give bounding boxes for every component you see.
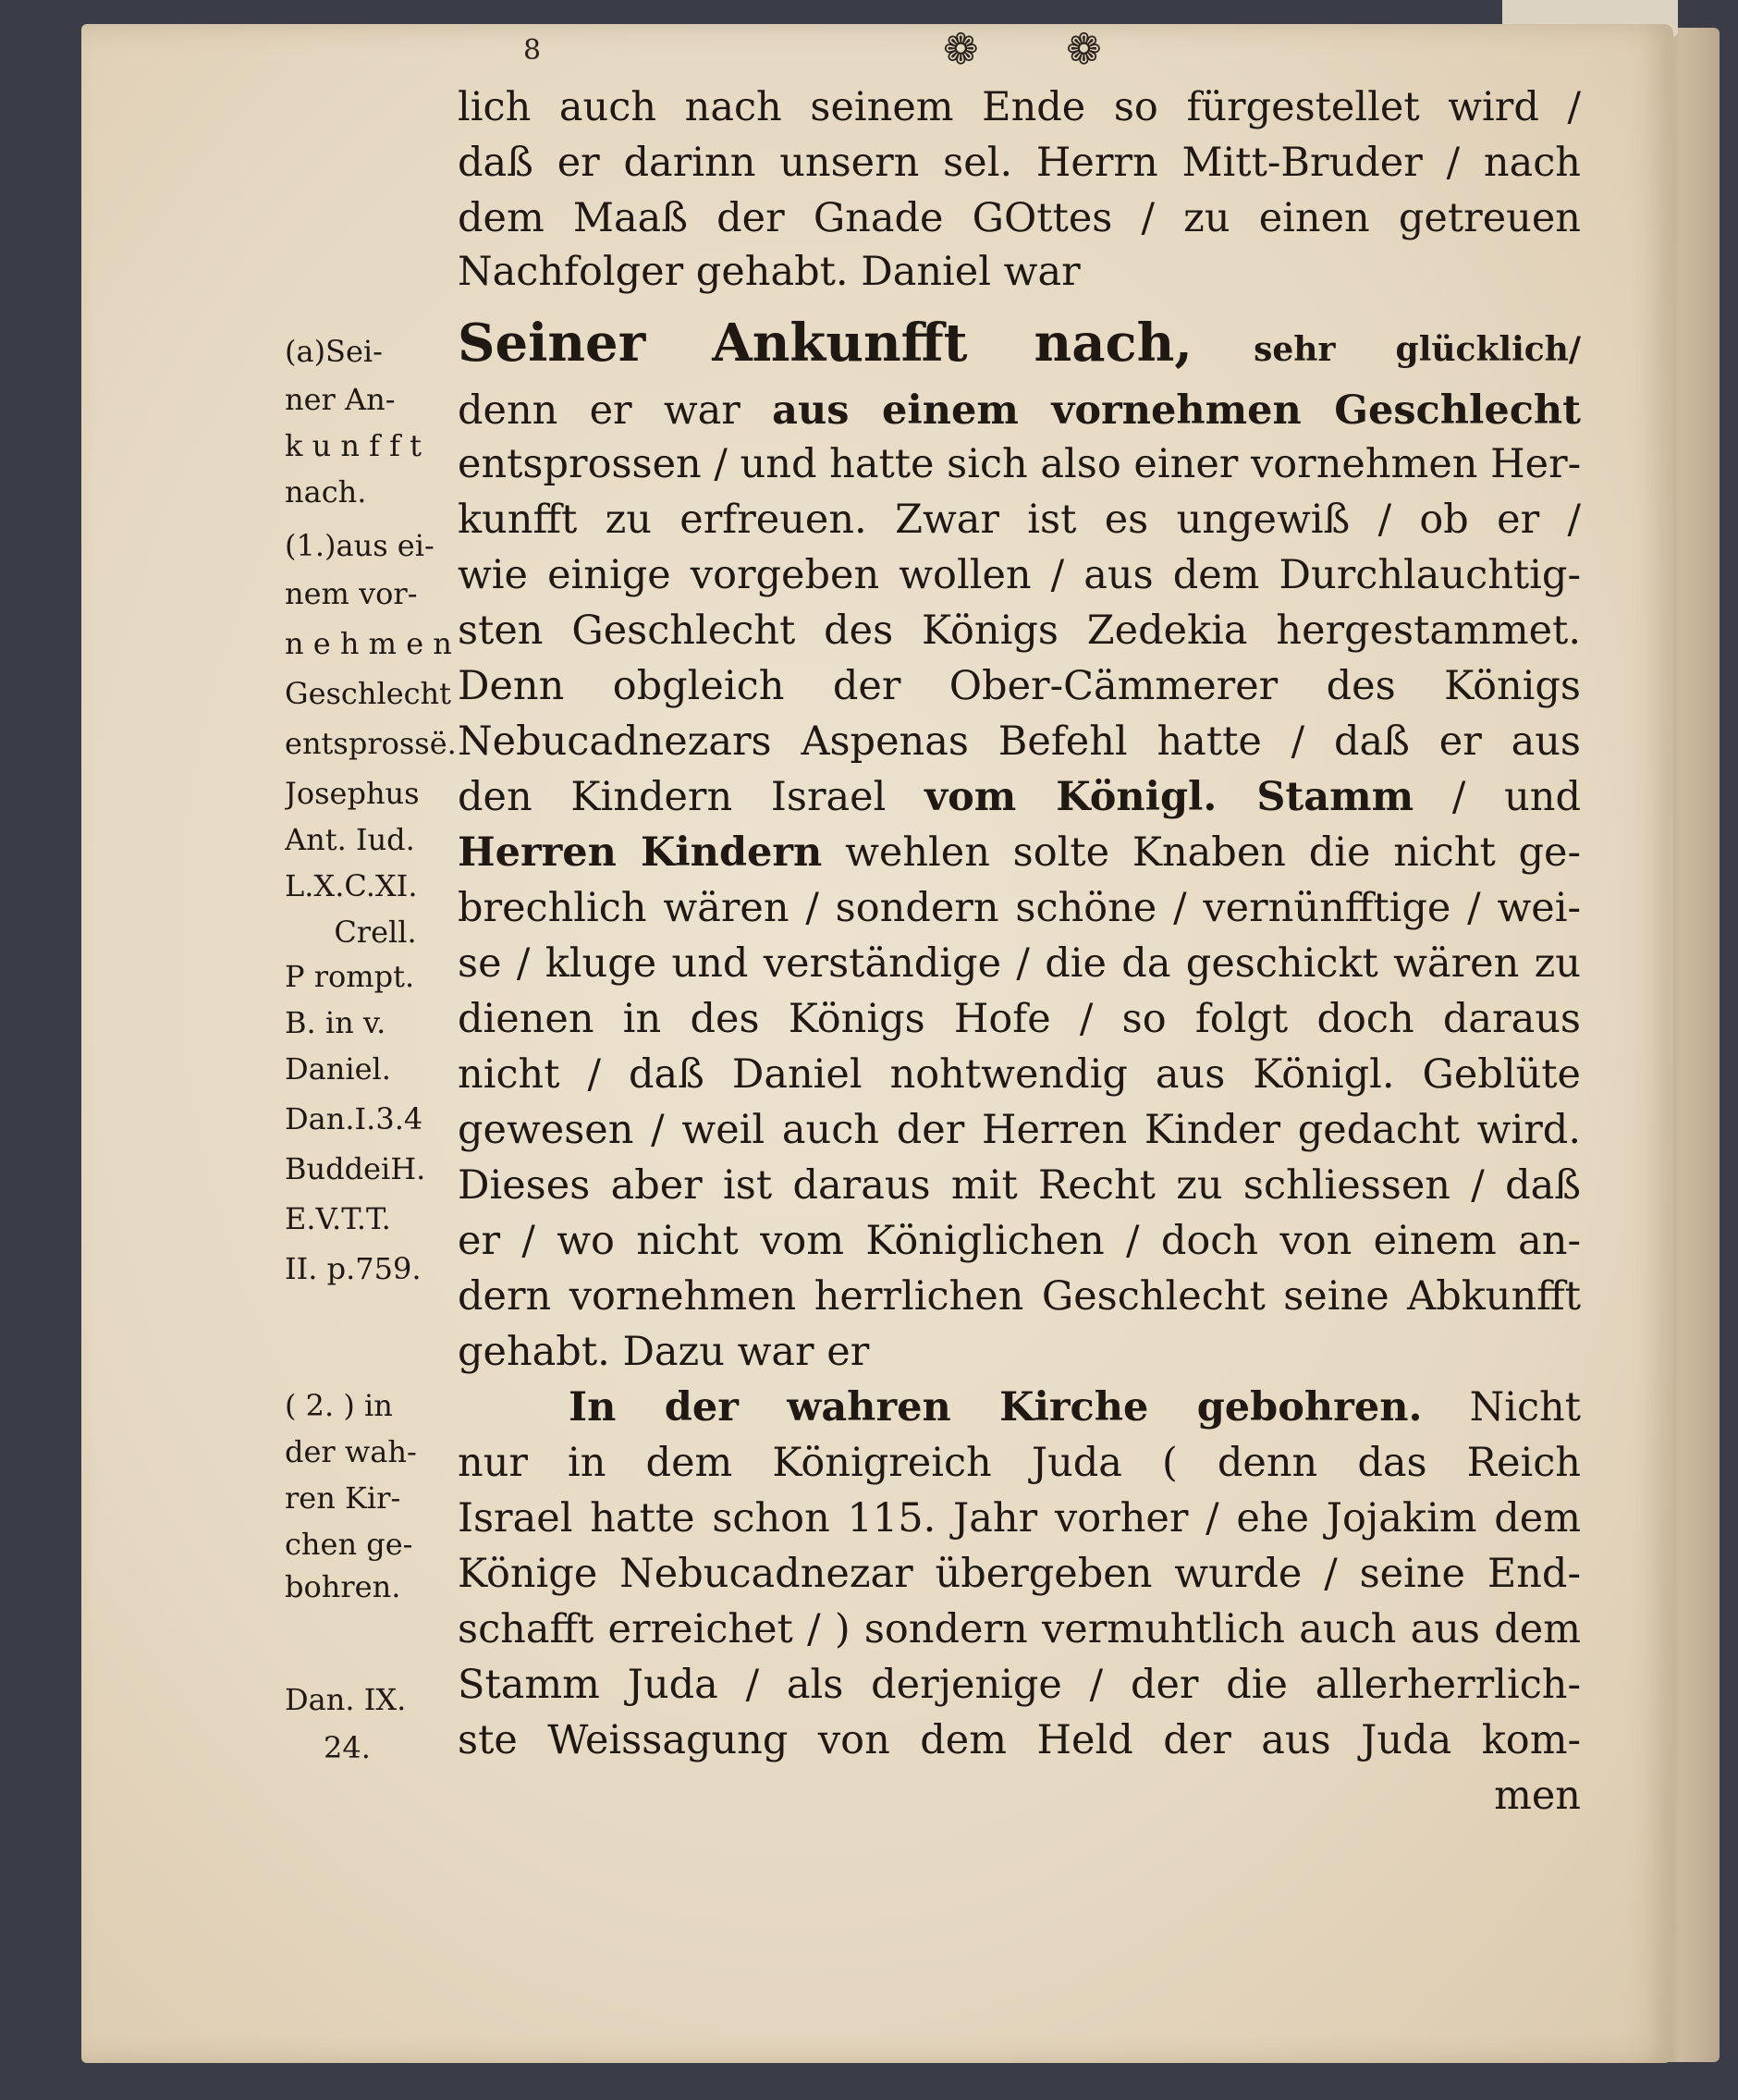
margin-note: Ant. Iud.	[285, 822, 415, 857]
margin-note: Daniel.	[285, 1051, 391, 1087]
margin-note: E.V.T.T.	[285, 1201, 391, 1236]
body-emphasis: vom Königl. Stamm	[924, 774, 1414, 820]
margin-note: 24.	[324, 1730, 371, 1765]
body-text: den Kindern Israel	[458, 774, 887, 820]
heading-text: Seiner Ankunfft nach,	[458, 313, 1193, 374]
catchword: men	[1494, 1773, 1581, 1819]
margin-note: entsprossë.	[285, 726, 457, 761]
body-line: lich auch nach seinem Ende so fürgestellet wird /	[458, 84, 1581, 130]
folio-mark: 8	[523, 34, 542, 67]
margin-note: (a)Sei-	[285, 334, 383, 369]
margin-note: der wah-	[285, 1434, 417, 1469]
body-line	[458, 827, 1581, 878]
body-text: wehlen solte Knaben die nicht ge-	[845, 829, 1581, 876]
body-text: / und	[1451, 774, 1581, 820]
body-line: dienen in des Königs Hofe / so folgt doch daraus	[458, 996, 1581, 1042]
margin-note: n e h m e n	[285, 626, 452, 661]
margin-note: II. p.759.	[285, 1251, 422, 1286]
body-line: dem Maaß der Gnade GOttes / zu einen getreuen	[458, 195, 1581, 241]
margin-note: B. in v.	[285, 1005, 386, 1040]
margin-note: bohren.	[285, 1569, 401, 1604]
body-line: kunfft zu erfreuen. Zwar ist es ungewiß / ob er /	[458, 497, 1581, 543]
heading-text: In der wahren Kirche gebohren.	[569, 1384, 1423, 1431]
body-line: schafft erreichet / ) sondern vermuhtlich auch aus dem	[458, 1606, 1581, 1652]
margin-note: Crell.	[334, 915, 417, 950]
body-line: gehabt. Dazu war er	[458, 1329, 870, 1375]
heading-continuation: sehr glücklich/	[1254, 330, 1581, 369]
body-line: Denn obgleich der Ober-Cämmerer des Königs	[458, 663, 1581, 709]
margin-note: nach.	[285, 474, 367, 510]
margin-note: BuddeiH.	[285, 1151, 426, 1186]
body-line: Könige Nebucadnezar übergeben wurde / seine End-	[458, 1551, 1581, 1597]
body-line: nur in dem Königreich Juda ( denn das Reich	[458, 1440, 1581, 1486]
margin-note: k u n f f t	[285, 428, 422, 463]
body-line: daß er darinn unsern sel. Herrn Mitt-Bruder / nach	[458, 140, 1581, 186]
body-line: Dieses aber ist daraus mit Recht zu schliessen / daß	[458, 1162, 1581, 1209]
body-line: Stamm Juda / als derjenige / der die allerherrlich-	[458, 1662, 1581, 1708]
margin-note: ( 2. ) in	[285, 1388, 393, 1423]
section-heading-kirche	[458, 1382, 1581, 1433]
body-line: nicht / daß Daniel nohtwendig aus Königl. Geblüte	[458, 1051, 1581, 1098]
margin-note: chen ge-	[285, 1527, 413, 1562]
margin-note: ren Kir-	[285, 1480, 401, 1516]
margin-note: nem vor-	[285, 576, 418, 611]
ornament-header-icon: ❁ ❁	[943, 24, 1139, 74]
body-line: gewesen / weil auch der Herren Kinder gedacht wird.	[458, 1107, 1581, 1153]
margin-note: (1.)aus ei-	[285, 528, 434, 563]
margin-note: Dan.I.3.4	[285, 1101, 423, 1136]
body-text: Nicht	[1469, 1384, 1581, 1431]
margin-note: L.X.C.XI.	[285, 868, 418, 903]
margin-note: P rompt.	[285, 959, 415, 994]
body-line: dern vornehmen herrlichen Geschlecht seine Abkunfft	[458, 1273, 1581, 1320]
body-line: er / wo nicht vom Königlichen / doch von einem an-	[458, 1218, 1581, 1264]
body-line: sten Geschlecht des Königs Zedekia hergestammet.	[458, 608, 1581, 654]
body-line: Nebucadnezars Aspenas Befehl hatte / daß er aus	[458, 718, 1581, 765]
body-line: Nachfolger gehabt. Daniel war	[458, 249, 1081, 295]
margin-note: ner An-	[285, 382, 396, 417]
body-line: se / kluge und verständige / die da geschickt wären zu	[458, 940, 1581, 987]
body-line: ste Weissagung von dem Held der aus Juda kom-	[458, 1717, 1581, 1763]
margin-note: Geschlecht	[285, 676, 452, 711]
body-line: entsprossen / und hatte sich also einer vornehmen Her-	[458, 441, 1581, 487]
body-line	[458, 771, 1581, 823]
margin-note: Josephus	[285, 776, 420, 811]
body-line: Israel hatte schon 115. Jahr vorher / ehe Jojakim dem	[458, 1495, 1581, 1541]
body-line: brechlich wären / sondern schöne / vernünfftige / wei-	[458, 885, 1581, 931]
body-line: wie einige vorgeben wollen / aus dem Durchlauchtig-	[458, 552, 1581, 598]
margin-note: Dan. IX.	[285, 1682, 407, 1717]
body-text: denn er war	[458, 387, 740, 434]
body-emphasis: Herren Kindern	[458, 829, 823, 876]
body-line	[458, 385, 1581, 436]
body-emphasis: aus einem vornehmen Geschlecht	[772, 387, 1581, 434]
section-heading-ankunfft	[458, 311, 1581, 382]
